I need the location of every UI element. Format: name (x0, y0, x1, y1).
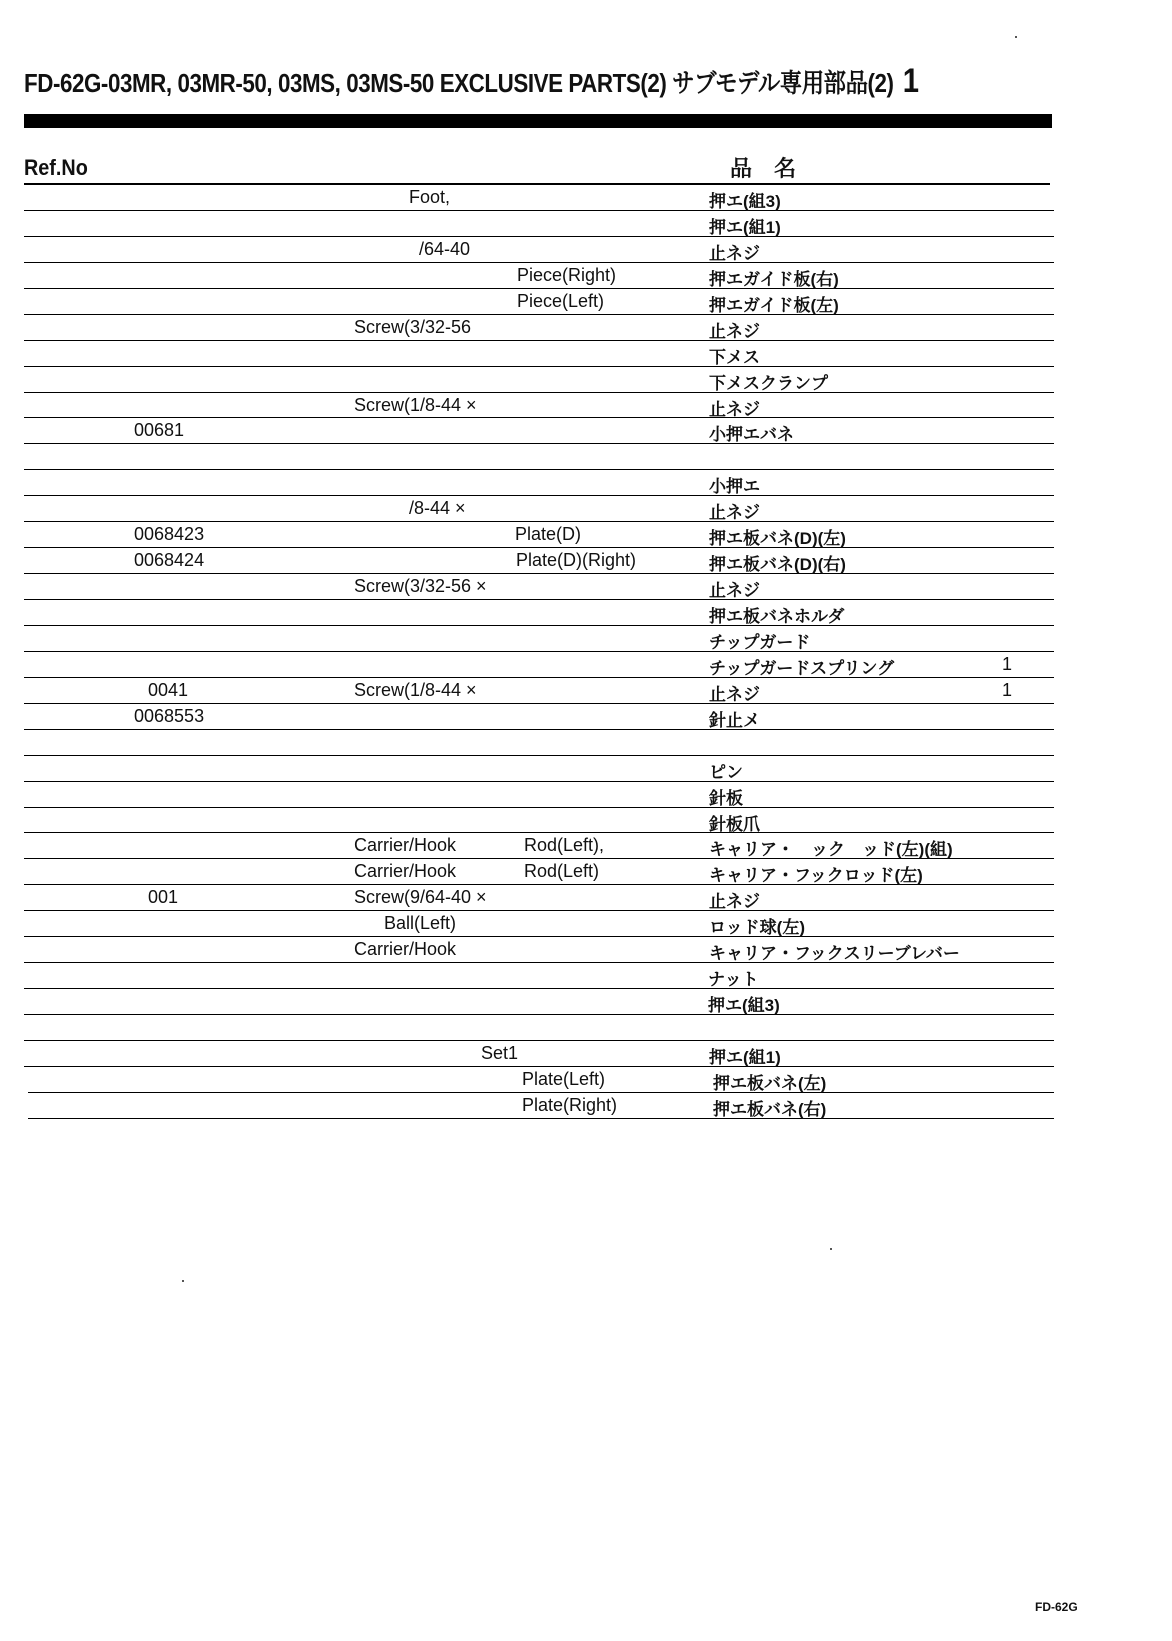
japanese-name-cell: 押エ(組1) (709, 217, 781, 237)
table-row (28, 1093, 1054, 1119)
description-cell: Screw(3/32-56 (354, 316, 472, 337)
table-row (24, 548, 1054, 574)
table-row (24, 211, 1054, 237)
scan-speck (830, 1248, 832, 1250)
description-detail-cell: Rod(Left), (524, 835, 605, 856)
ref-no-cell: 0068553 (134, 705, 205, 726)
description-detail-cell: Piece(Left) (517, 290, 605, 311)
table-row (24, 393, 1054, 419)
description-cell: Screw(1/8-44 × (354, 394, 477, 415)
table-row (24, 237, 1054, 263)
japanese-name-cell: 押エ板バネホルダ (709, 607, 845, 626)
table-row (24, 315, 1054, 341)
table-row (24, 444, 1054, 470)
table-row (24, 989, 1054, 1015)
title-divider-bar (24, 114, 1052, 128)
japanese-name-cell: 押エ板バネ(左) (713, 1073, 827, 1093)
table-row (24, 418, 1054, 444)
table-row (24, 730, 1054, 756)
table-row (24, 704, 1054, 730)
japanese-name-cell: 小押エバネ (709, 425, 794, 445)
japanese-name-cell: 押エガイド板(右) (709, 269, 839, 289)
description-cell: /8-44 × (409, 498, 466, 519)
table-row (24, 756, 1054, 782)
table-row (24, 289, 1054, 315)
japanese-name-cell: 下メスクランプ (709, 373, 828, 393)
japanese-name-cell: 押エ板バネ(D)(右) (709, 555, 846, 575)
scan-speck (182, 1280, 184, 1282)
description-detail-cell: Plate(D) (515, 524, 582, 545)
japanese-name-cell: チップガード (709, 632, 811, 652)
description-cell: Carrier/Hook (354, 835, 457, 856)
table-row (24, 678, 1054, 704)
table-row (24, 496, 1054, 522)
table-row (24, 522, 1054, 548)
quantity-cell: 1 (1002, 653, 1013, 674)
page-title-mark: 1 (902, 62, 919, 100)
japanese-name-cell: 針止メ (709, 710, 760, 730)
description-detail-cell: Plate(D)(Right) (516, 550, 637, 571)
table-row (24, 367, 1054, 393)
table-row (24, 963, 1054, 989)
table-row (24, 1015, 1054, 1041)
description-cell: Ball(Left) (384, 913, 457, 934)
table-row (24, 937, 1054, 963)
ref-no-cell: 0068423 (134, 524, 205, 545)
japanese-name-column-header: 品名 (730, 156, 819, 181)
quantity-cell: 1 (1002, 679, 1013, 700)
table-row (24, 833, 1054, 859)
table-row (24, 626, 1054, 652)
japanese-name-cell: 止ネジ (709, 684, 760, 704)
japanese-name-cell: 止ネジ (709, 503, 760, 523)
table-row (24, 1041, 1054, 1067)
parts-table (24, 185, 1054, 1119)
table-row (24, 470, 1054, 496)
table-row (24, 652, 1054, 678)
japanese-name-cell: 止ネジ (709, 581, 760, 601)
page-title (24, 62, 919, 101)
japanese-name-cell: 押エ(組3) (708, 996, 780, 1016)
japanese-name-cell: 押エ板バネ(D)(左) (709, 529, 846, 549)
table-row (24, 911, 1054, 937)
description-cell: Screw(9/64-40 × (354, 887, 487, 908)
japanese-name-cell: キャリア・ ック ッド(左)(組) (709, 840, 953, 860)
japanese-name-cell: 押エガイド板(左) (709, 295, 839, 315)
japanese-name-cell: 針板爪 (709, 814, 760, 834)
table-row (24, 782, 1054, 808)
description-detail-cell: Set1 (481, 1042, 519, 1063)
table-row (24, 341, 1054, 367)
japanese-name-cell: ロッド球(左) (709, 918, 805, 938)
ref-no-cell: 00681 (134, 420, 185, 441)
description-detail-cell: Piece(Right) (517, 264, 617, 285)
table-row (24, 885, 1054, 911)
japanese-name-cell: 押エ(組3) (709, 192, 781, 211)
japanese-name-cell: 止ネジ (709, 243, 760, 263)
table-row (24, 185, 1054, 211)
table-row (24, 859, 1054, 885)
table-row (28, 1067, 1054, 1093)
page-title-text: FD-62G-03MR, 03MR-50, 03MS, 03MS-50 EXCLUSIVE PARTS(2) サブモデル専用部品(2) (24, 68, 894, 98)
japanese-name-cell: 止ネジ (709, 321, 760, 341)
japanese-name-cell: キャリア・フックロッド(左) (709, 866, 923, 886)
japanese-name-cell: ナット (708, 970, 759, 990)
description-cell: Screw(1/8-44 × (354, 679, 477, 700)
japanese-name-cell: キャリア・フックスリーブレバー (709, 944, 960, 964)
japanese-name-cell: 小押エ (709, 477, 760, 497)
ref-no-cell: 0068424 (134, 550, 205, 571)
table-row (24, 263, 1054, 289)
table-row (24, 600, 1054, 626)
ref-no-cell: 001 (148, 887, 179, 908)
description-cell: Screw(3/32-56 × (354, 576, 487, 597)
ref-no-column-header: Ref.No (24, 155, 88, 180)
japanese-name-cell: 下メス (709, 347, 760, 367)
japanese-name-cell: チップガードスプリング (709, 658, 895, 678)
japanese-name-cell: 針板 (709, 788, 743, 808)
description-cell: /64-40 (419, 238, 471, 259)
description-detail-cell: Plate(Left) (522, 1068, 606, 1089)
description-cell: Carrier/Hook (354, 861, 457, 882)
description-cell: Carrier/Hook (354, 939, 457, 960)
japanese-name-cell: ピン (709, 762, 743, 782)
ref-no-cell: 0041 (148, 679, 189, 700)
table-row (24, 808, 1054, 834)
japanese-name-cell: 押エ板バネ(右) (713, 1099, 827, 1119)
table-row (24, 574, 1054, 600)
description-detail-cell: Plate(Right) (522, 1094, 618, 1115)
description-detail-cell: Rod(Left) (524, 861, 600, 882)
footer-model-code: FD-62G (1035, 1600, 1078, 1614)
japanese-name-cell: 止ネジ (709, 399, 760, 419)
japanese-name-cell: 止ネジ (709, 892, 760, 912)
scan-speck (1015, 36, 1017, 38)
japanese-name-cell: 押エ(組1) (709, 1047, 781, 1067)
description-cell: Foot, (409, 187, 451, 207)
